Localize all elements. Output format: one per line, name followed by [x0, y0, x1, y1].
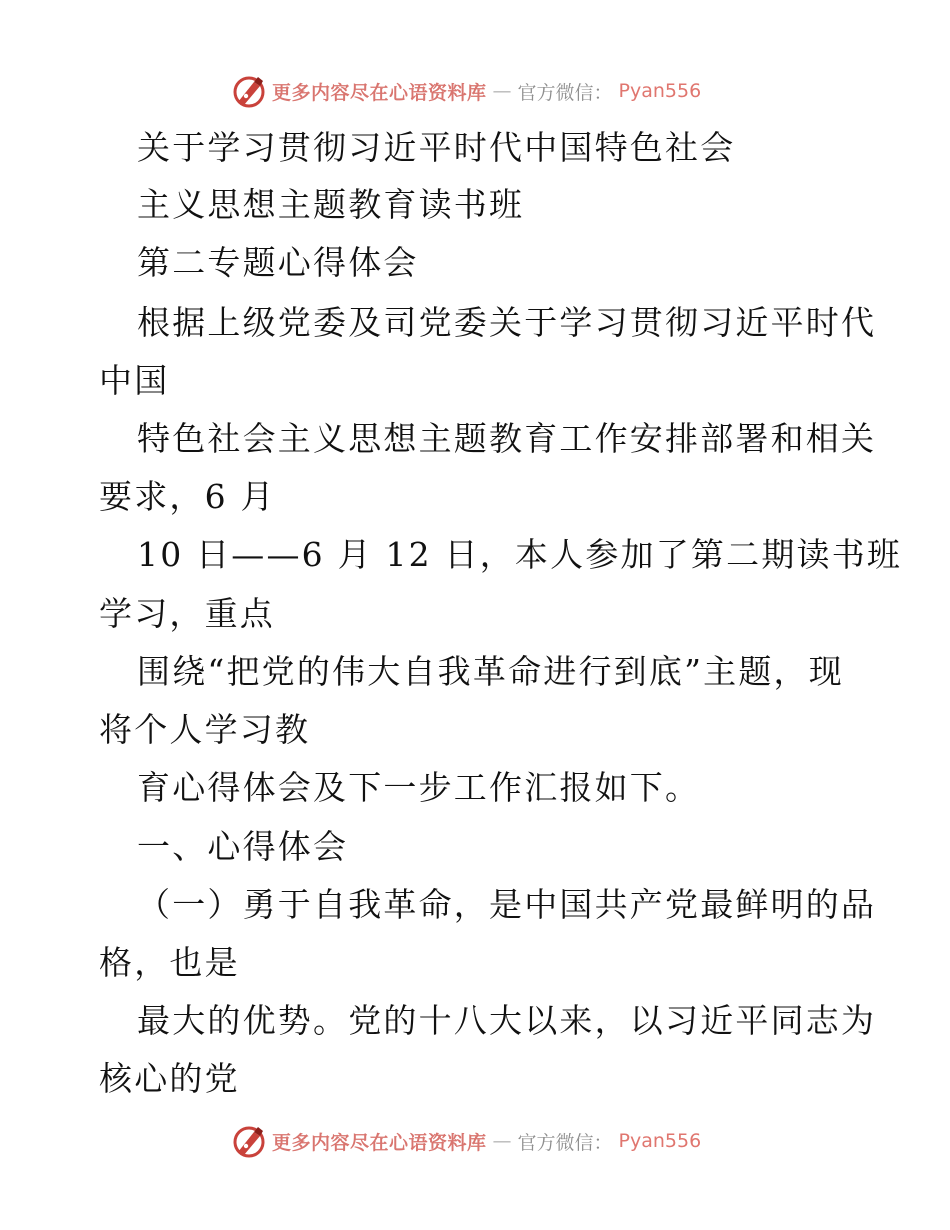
text-line: 格，也是 — [99, 943, 240, 982]
header-watermark — [232, 73, 701, 109]
text-line: 根据上级党委及司党委关于学习贯彻习近平时代 — [137, 303, 877, 342]
pen-logo-icon — [232, 74, 266, 108]
title-line-2: 主义思想主题教育读书班 — [137, 185, 525, 224]
text-line: 10 日——6 月 12 日，本人参加了第二期读书班 — [137, 535, 903, 574]
subsection-line: （一）勇于自我革命，是中国共产党最鲜明的品 — [137, 885, 877, 924]
footer-watermark — [232, 1123, 701, 1159]
text-line: 将个人学习教 — [99, 710, 311, 749]
watermark-text: 更多内容尽在心语资料库 — [272, 81, 487, 104]
text-line: 特色社会主义思想主题教育工作安排部署和相关 — [137, 419, 877, 458]
text-line: 中国 — [99, 361, 170, 400]
watermark-wechat-label: 官方微信： — [517, 1131, 613, 1154]
text-line: 围绕“把党的伟大自我革命进行到底”主题，现 — [137, 652, 844, 691]
watermark-wechat-id: Pyan556 — [618, 1130, 702, 1152]
text-line: 最大的优势。党的十八大以来，以习近平同志为 — [137, 1001, 877, 1040]
watermark-dash: — — [492, 1130, 512, 1152]
text-line: 要求，6 月 — [99, 477, 276, 516]
watermark-dash: — — [492, 80, 512, 102]
text-line: 核心的党 — [99, 1059, 240, 1098]
title-line-1: 关于学习贯彻习近平时代中国特色社会 — [137, 128, 736, 167]
watermark-wechat-id: Pyan556 — [618, 80, 702, 102]
text-line: 育心得体会及下一步工作汇报如下。 — [137, 768, 701, 807]
pen-logo-icon — [232, 1124, 266, 1158]
watermark-text: 更多内容尽在心语资料库 — [272, 1131, 487, 1154]
title-line-3: 第二专题心得体会 — [137, 243, 419, 282]
section-heading: 一、心得体会 — [137, 827, 349, 866]
text-line: 学习，重点 — [99, 594, 275, 633]
watermark-wechat-label: 官方微信： — [517, 81, 613, 104]
